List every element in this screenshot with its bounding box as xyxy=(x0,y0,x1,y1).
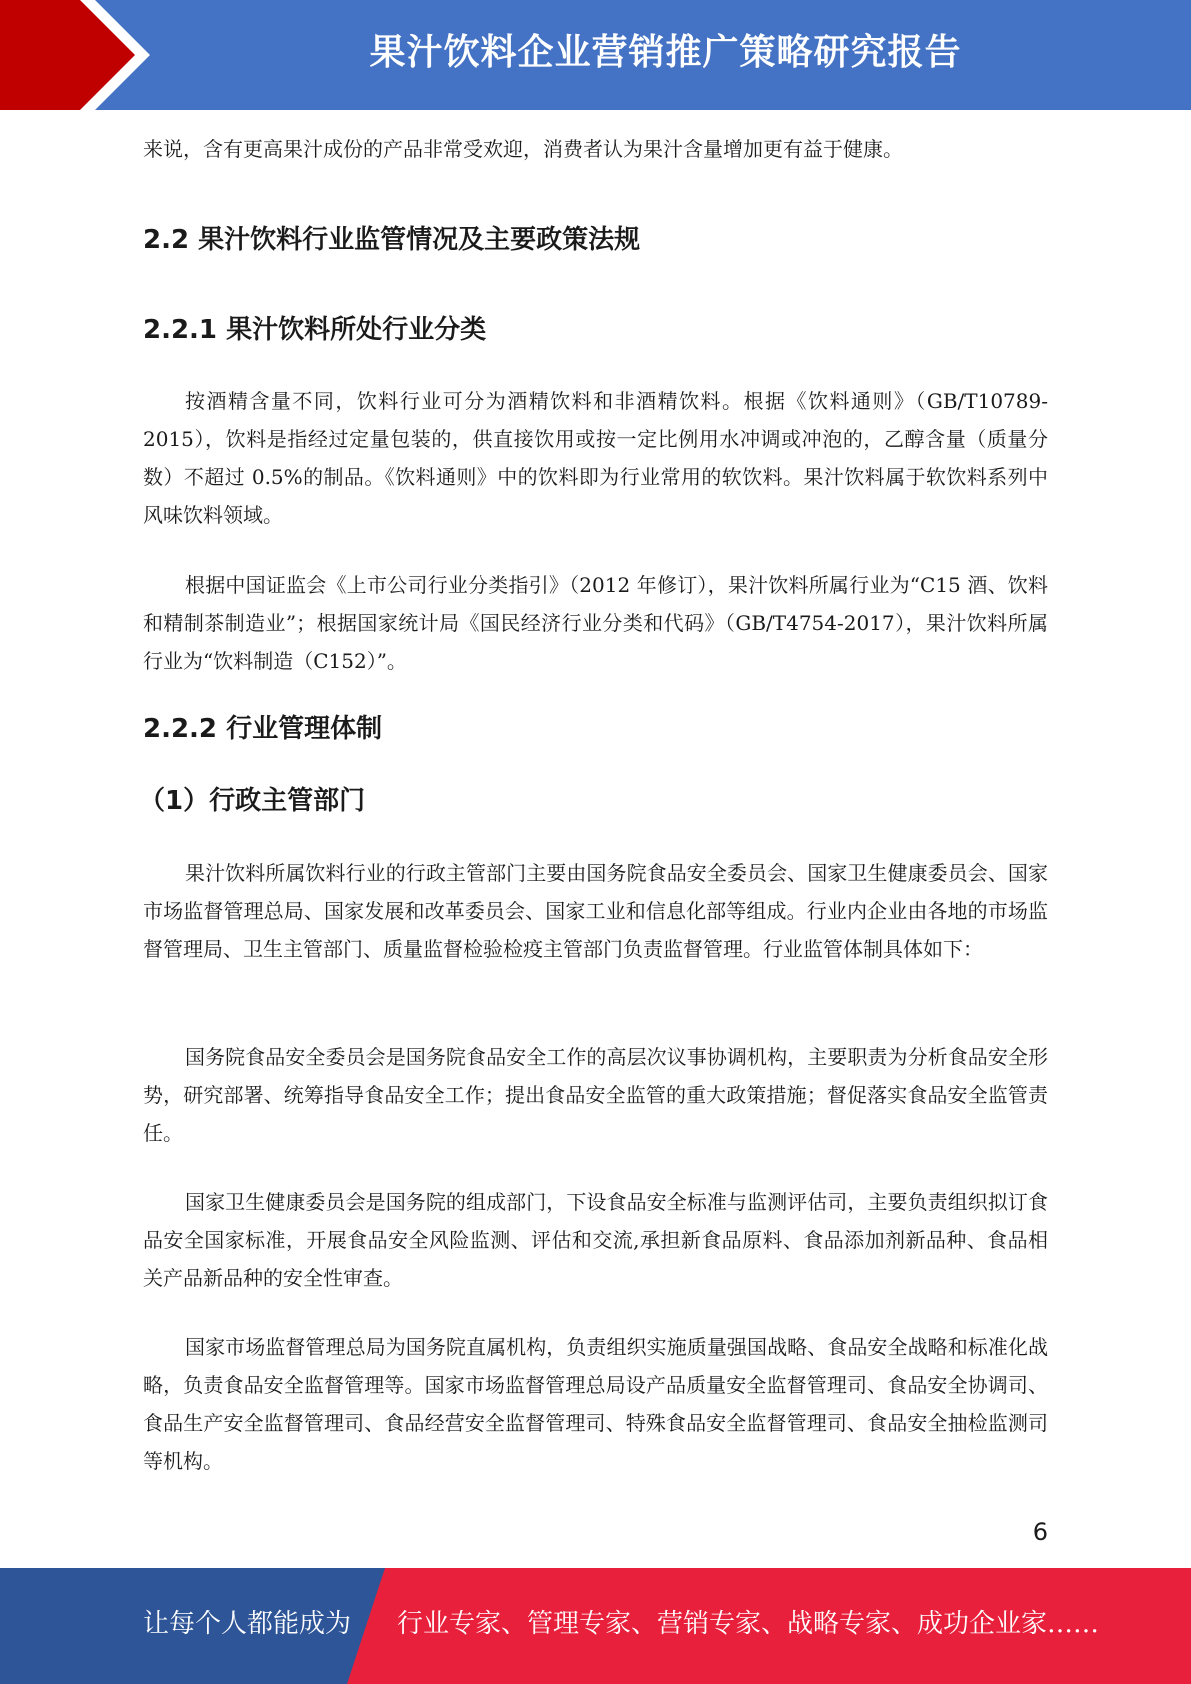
footer-slogan-right: 行业专家、管理专家、营销专家、战略专家、成功企业家…… xyxy=(397,1609,1100,1639)
paragraph-food-safety-committee: 国务院食品安全委员会是国务院食品安全工作的高层次议事协调机构，主要职责为分析食品安全形势，研究部署、统筹指导食品安全工作；提出食品安全监管的重大政策措施；督促落实食品安全监管责任。 xyxy=(143,1045,1048,1145)
page-number: 6 xyxy=(1032,1518,1048,1546)
document-title: 果汁饮料企业营销推广策略研究报告 xyxy=(369,32,962,73)
page-header xyxy=(0,0,1191,110)
paragraph-market-regulation: 国家市场监督管理总局为国务院直属机构，负责组织实施质量强国战略、食品安全战略和标准化战略，负责食品安全监督管理等。国家市场监督管理总局设产品质量安全监督管理司、食品安全协调司、食品生产安全监督管理司、食品经营安全监督管理司、特殊食品安全监督管理司、食品安全抽检监测司等机构。 xyxy=(143,1335,1048,1473)
footer-slogan-left: 让每个人都能成为 xyxy=(143,1609,352,1639)
section-heading-2-2-1: 2.2.1 果汁饮料所处行业分类 xyxy=(143,315,487,345)
paragraph-continuation: 来说，含有更高果汁成份的产品非常受欢迎，消费者认为果汁含量增加更有益于健康。 xyxy=(143,137,903,161)
paragraph-admin-departments: 果汁饮料所属饮料行业的行政主管部门主要由国务院食品安全委员会、国家卫生健康委员会、国家市场监督管理总局、国家发展和改革委员会、国家工业和信息化部等组成。行业内企业由各地的市场监督管理局、卫生主管部门、质量监督检验检疫主管部门负责监督管理。行业监管体制具体如下： xyxy=(143,861,1048,961)
subsection-heading-admin: （1）行政主管部门 xyxy=(139,786,366,816)
section-heading-2-2-2: 2.2.2 行业管理体制 xyxy=(143,714,383,744)
page-footer xyxy=(0,1568,1191,1684)
paragraph-industry-code: 根据中国证监会《上市公司行业分类指引》（2012 年修订），果汁饮料所属行业为“C15 酒、饮料和精制茶制造业”；根据国家统计局《国民经济行业分类和代码》（GB/T4754-2017），果汁饮料所属行业为“饮料制造（C152）”。 xyxy=(143,573,1048,673)
paragraph-health-commission: 国家卫生健康委员会是国务院的组成部门，下设食品安全标准与监测评估司，主要负责组织拟订食品安全国家标准，开展食品安全风险监测、评估和交流,承担新食品原料、食品添加剂新品种、食品相关产品新品种的安全性审查。 xyxy=(143,1190,1048,1290)
paragraph-classification: 按酒精含量不同，饮料行业可分为酒精饮料和非酒精饮料。根据《饮料通则》（GB/T10789-2015），饮料是指经过定量包装的，供直接饮用或按一定比例用水冲调或冲泡的，乙醇含量（质量分数）不超过 0.5%的制品。《饮料通则》中的饮料即为行业常用的软饮料。果汁饮料属于软饮料系列中风味饮料领域。 xyxy=(143,389,1048,527)
section-heading-2-2: 2.2 果汁饮料行业监管情况及主要政策法规 xyxy=(143,225,641,255)
